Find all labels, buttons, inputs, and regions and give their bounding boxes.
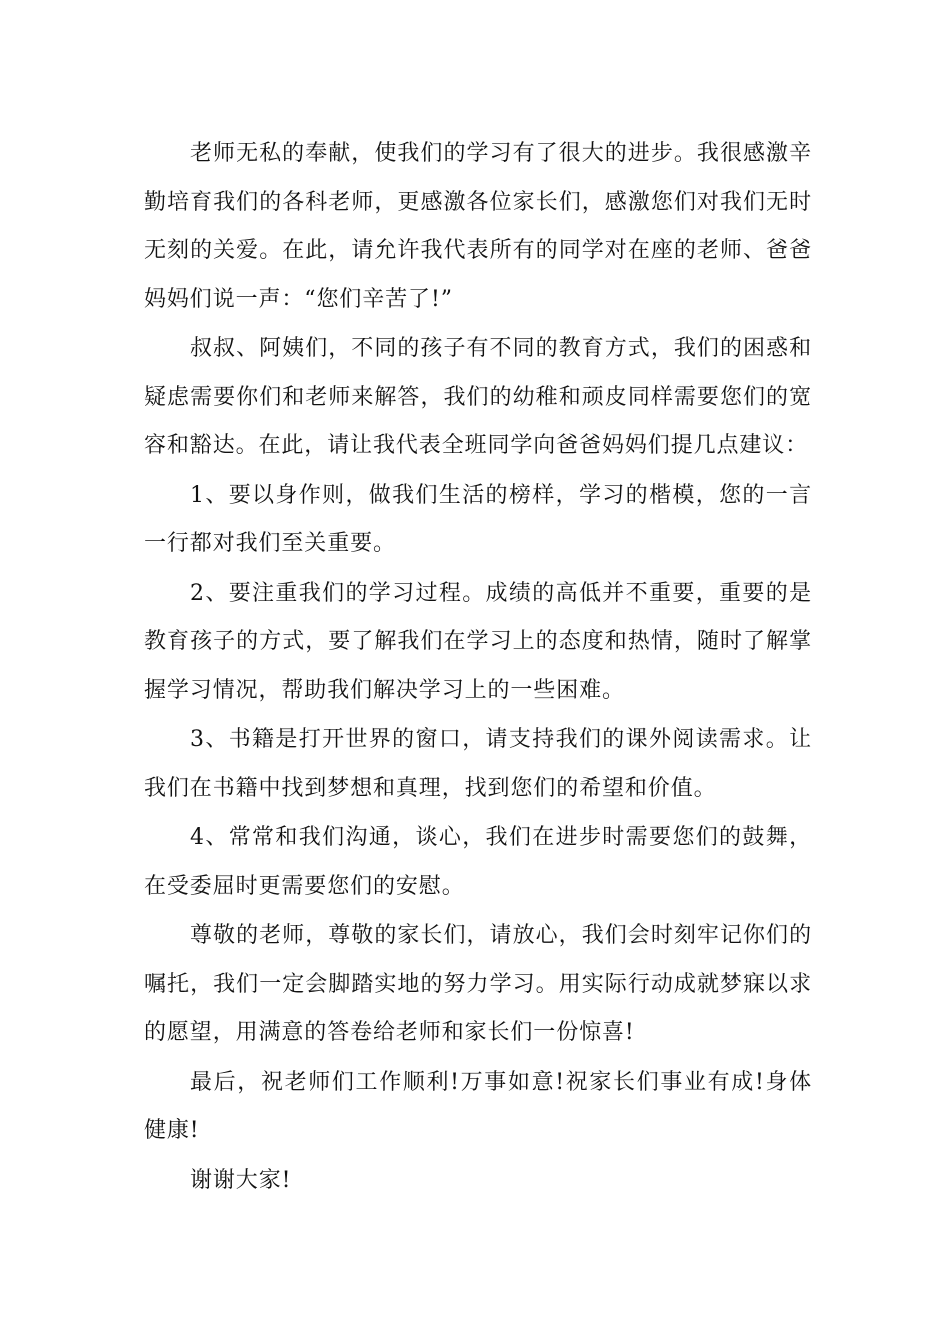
paragraph-suggestion-2: 2、要注重我们的学习过程。成绩的高低并不重要，重要的是教育孩子的方式，要了解我们在学习上的态度和热情，随时了解掌握学习情况，帮助我们解决学习上的一些困难。 (144, 580, 812, 703)
paragraph-parents-intro: 叔叔、阿姨们，不同的孩子有不同的教育方式，我们的困惑和疑虑需要你们和老师来解答，我们的幼稚和顽皮同样需要您们的宽容和豁达。在此，请让我代表全班同学向爸爸妈妈们提几点建议： (144, 336, 812, 458)
paragraph-suggestion-4: 4、常常和我们沟通，谈心，我们在进步时需要您们的鼓舞，在受委屈时更需要您们的安慰。 (144, 825, 812, 899)
paragraph-gratitude: 老师无私的奉献，使我们的学习有了很大的进步。我很感激辛勤培育我们的各科老师，更感激各位家长们，感激您们对我们无时无刻的关爱。在此，请允许我代表所有的同学对在座的老师、爸爸妈妈们说一声：“您们辛苦了!” (144, 141, 812, 312)
paragraph-promise: 尊敬的老师，尊敬的家长们，请放心，我们会时刻牢记你们的嘱托，我们一定会脚踏实地的努力学习。用实际行动成就梦寐以求的愿望，用满意的答卷给老师和家长们一份惊喜! (144, 923, 812, 1045)
paragraph-wishes: 最后，祝老师们工作顺利!万事如意!祝家长们事业有成!身体健康! (144, 1069, 812, 1143)
paragraph-suggestion-1: 1、要以身作则，做我们生活的榜样，学习的楷模，您的一言一行都对我们至关重要。 (144, 482, 812, 556)
document-page (144, 130, 812, 1206)
paragraph-thanks: 谢谢大家! (190, 1167, 292, 1193)
paragraph-suggestion-3: 3、书籍是打开世界的窗口，请支持我们的课外阅读需求。让我们在书籍中找到梦想和真理，找到您们的希望和价值。 (144, 727, 812, 801)
